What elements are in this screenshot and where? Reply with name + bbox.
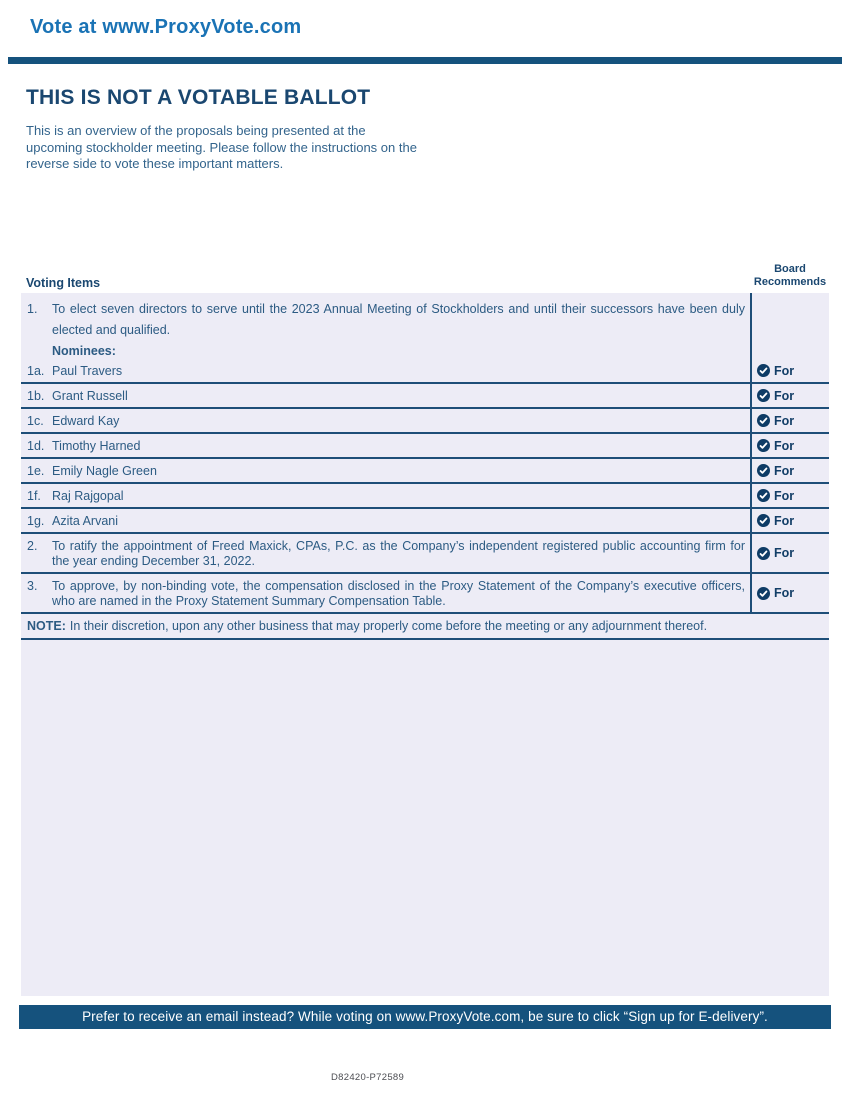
board-recommends-header: Board Recommends [753,263,827,288]
item2-text: To ratify the appointment of Freed Maxick, CPAs, P.C. as the Company’s independent registered public accounting firm for the year ending December 31, 2022. [52,539,745,568]
item3-number: 3. [27,579,38,593]
nominee-id: 1e. [27,463,45,478]
for-label: For [774,488,795,503]
recommendation-value [757,546,794,560]
recommendation-cell [750,484,829,507]
item3-text: To approve, by non-binding vote, the compensation disclosed in the Proxy Statement of the Company’s executive officers, who are named in the Proxy Statement Summary Compensation Table. [52,579,745,608]
for-label: For [774,546,795,560]
table-row-note [21,614,829,640]
nominee-cell [21,484,750,507]
check-circle-icon [757,439,770,452]
recommendation-cell [750,384,829,407]
check-circle-icon [757,547,770,560]
recommendation-cell [750,459,829,482]
nominee-id: 1d. [27,438,45,453]
header-divider-bar [8,57,842,64]
check-circle-icon [757,414,770,427]
recommendation-cell [750,574,829,612]
table-empty-area [21,640,829,996]
nominee-cell [21,409,750,432]
table-row-nominee [21,459,829,484]
table-row-nominee [21,384,829,409]
table-row-nominee [21,434,829,459]
check-circle-icon [757,364,770,377]
recommendation-value [757,389,794,403]
recommendation-value [757,364,794,378]
nominee-name: Paul Travers [52,363,123,378]
table-row-nominee [21,509,829,534]
intro-paragraph: This is an overview of the proposals being presented at the upcoming stockholder meeting. Please follow the instructions on the reverse side to vote these important matters. [26,123,417,171]
recommendation-value [757,586,794,600]
recommendation-cell [750,434,829,457]
recommendation-value [757,464,794,478]
nominee-id: 1f. [27,488,41,503]
item1-cell [21,293,750,359]
check-circle-icon [757,389,770,402]
nominee-cell [21,434,750,457]
nominee-id: 1b. [27,388,45,403]
nominee-cell [21,459,750,482]
item1-number: 1. [27,302,38,316]
note-text: In their discretion, upon any other business that may properly come before the meeting or any adjournment thereof. [69,619,708,633]
for-label: For [774,586,795,600]
edelivery-banner: Prefer to receive an email instead? While voting on www.ProxyVote.com, be sure to click “Sign up for E-delivery”. [19,1005,831,1029]
recommendation-cell [750,359,829,382]
item2-cell [21,534,750,572]
for-label: For [774,388,795,403]
voting-items-header: Voting Items [26,276,101,290]
for-label: For [774,363,795,378]
nominee-name: Azita Arvani [52,513,119,528]
vote-url-title: Vote at www.ProxyVote.com [30,16,302,38]
nominee-name: Raj Rajgopal [52,488,124,503]
recommendation-cell [750,534,829,572]
table-row-item2 [21,534,829,574]
item1-recommendation-cell [750,293,829,359]
item1-text [52,299,745,359]
for-label: For [774,463,795,478]
nominee-id: 1g. [27,513,45,528]
for-label: For [774,438,795,453]
table-row-nominee [21,484,829,509]
check-circle-icon [757,587,770,600]
nominee-name: Emily Nagle Green [52,463,157,478]
nominees-label: Nominees: [52,344,116,358]
item1-description: To elect seven directors to serve until the 2023 Annual Meeting of Stockholders and until their successors have been duly elected and qualified. [52,302,745,337]
table-row-nominee [21,409,829,434]
nominee-name: Grant Russell [52,388,128,403]
check-circle-icon [757,489,770,502]
table-row-item1 [21,293,829,359]
check-circle-icon [757,514,770,527]
recommendation-cell [750,509,829,532]
nominee-id: 1c. [27,413,44,428]
check-circle-icon [757,464,770,477]
nominee-cell [21,359,750,382]
nominee-cell [21,384,750,407]
nominee-name: Timothy Harned [52,438,141,453]
recommendation-value [757,414,794,428]
recommendation-value [757,439,794,453]
nominee-cell [21,509,750,532]
nominee-id: 1a. [27,363,45,378]
nominee-name: Edward Kay [52,413,120,428]
for-label: For [774,513,795,528]
document-code: D82420-P72589 [331,1072,405,1083]
page-title: THIS IS NOT A VOTABLE BALLOT [26,86,371,109]
table-row-nominee [21,359,829,384]
recommendation-value [757,489,794,503]
item2-number: 2. [27,539,38,553]
note-label: NOTE: [27,619,66,633]
for-label: For [774,413,795,428]
item3-cell [21,574,750,612]
voting-items-table [21,293,829,996]
recommendation-value [757,514,794,528]
table-row-item3 [21,574,829,614]
note-cell [21,614,829,638]
recommendation-cell [750,409,829,432]
